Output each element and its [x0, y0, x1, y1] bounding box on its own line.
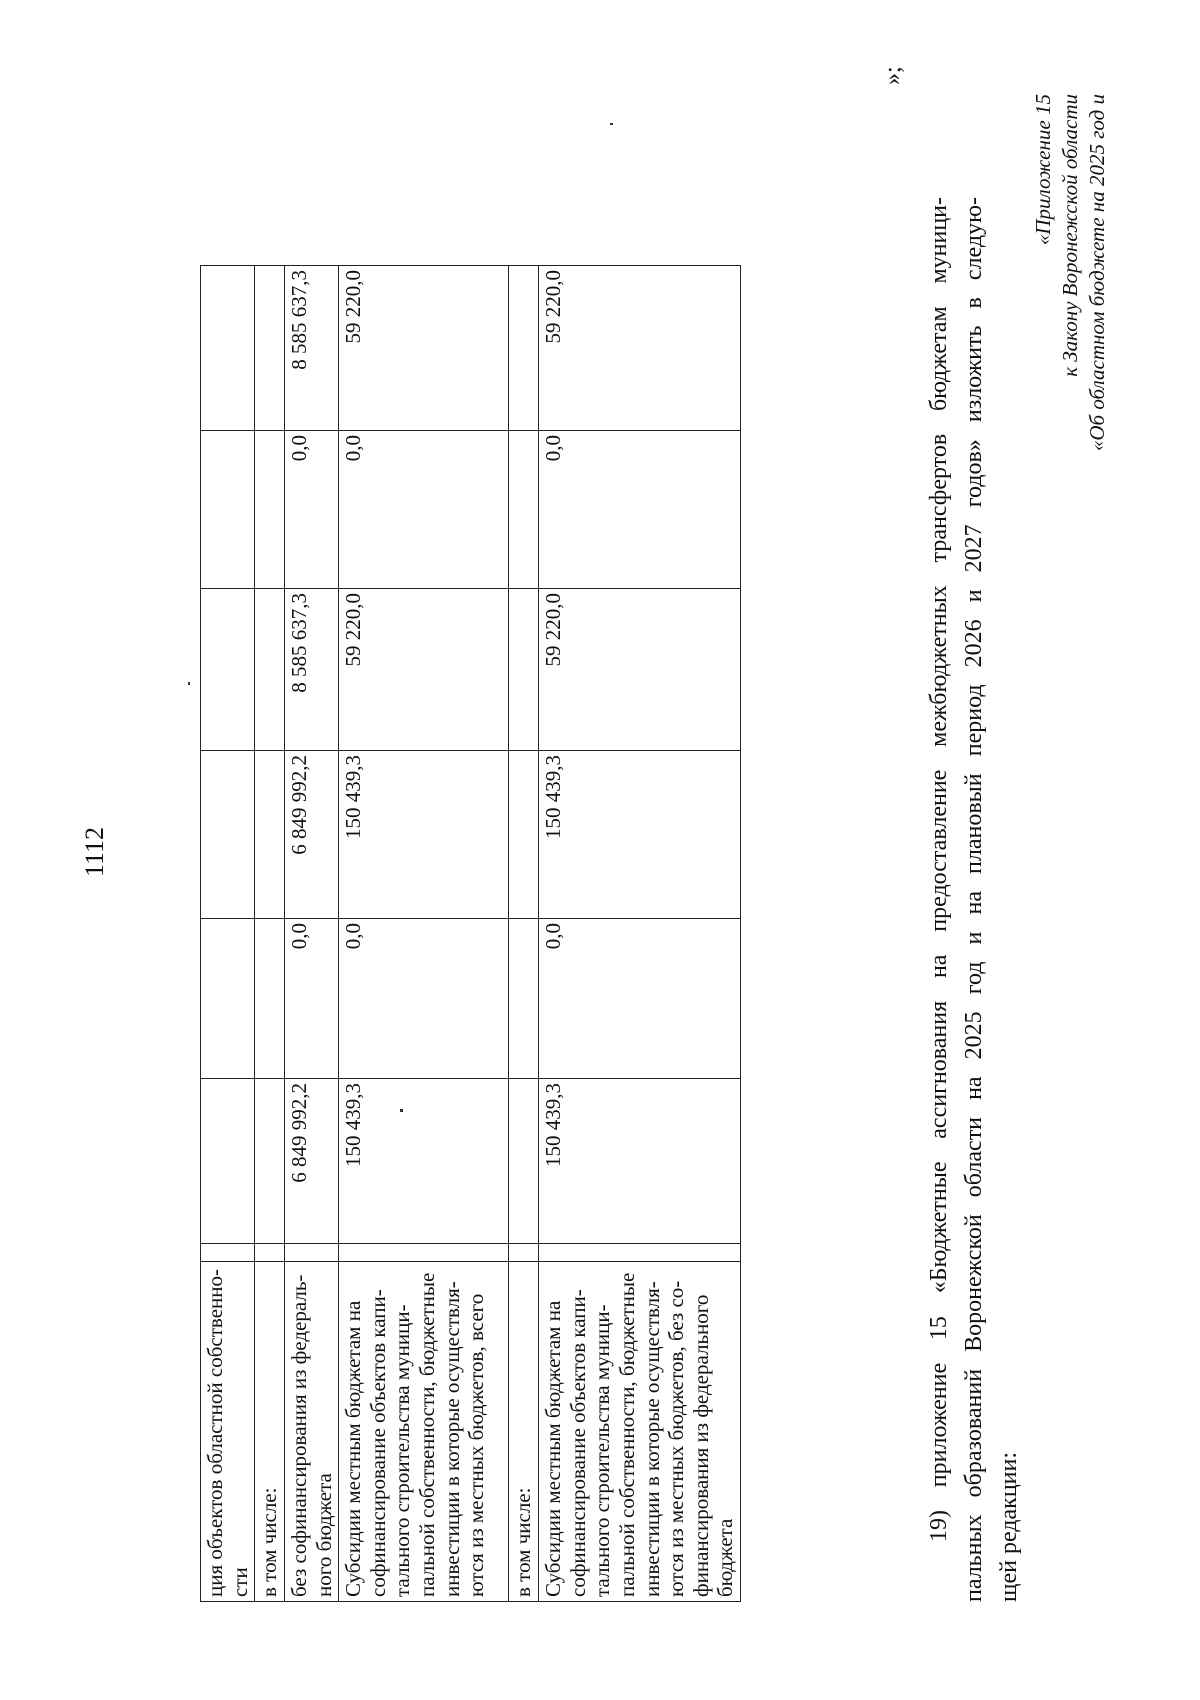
narrow-cell	[285, 1244, 339, 1262]
row-label: ция объектов областной собственно-сти	[201, 1262, 255, 1602]
value-cell: 0,0	[339, 919, 509, 1079]
value-cell: 0,0	[285, 431, 339, 589]
row-label: Субсидии местным бюджетам на софинансирование объектов капи-тального строительства муници-пальной собственности, бюджетные инвестиции в которые осуществля-ются из местных бюджетов, без со-финансирования из федерального бюджета	[539, 1262, 741, 1602]
narrow-cell	[339, 1244, 509, 1262]
value-cell: 0,0	[539, 431, 741, 589]
value-cell	[201, 751, 255, 919]
page-number: 1112	[80, 826, 109, 878]
value-cell: 59 220,0	[339, 266, 509, 431]
value-cell: 59 220,0	[539, 589, 741, 751]
paragraph-line: пальных образований Воронежской области на 2025 год и на плановый период 2026 и 2027 годов» изложить в следую-	[961, 197, 987, 1602]
paragraph-line: щей редакции:	[996, 1451, 1022, 1602]
closing-quote: »;	[880, 66, 906, 85]
scan-speck	[188, 682, 190, 685]
value-cell	[255, 431, 285, 589]
value-cell	[509, 266, 539, 431]
value-cell: 0,0	[539, 919, 741, 1079]
row-label: в том числе:	[509, 1262, 539, 1602]
value-cell: 8 585 637,3	[285, 589, 339, 751]
row-label: Субсидии местным бюджетам на софинансирование объектов капи-тального строительства муници-пальной собственности, бюджетные инвестиции в которые осуществля-ются из местных бюджетов, всего	[339, 1262, 509, 1602]
value-cell	[509, 919, 539, 1079]
value-cell: 6 849 992,2	[285, 1079, 339, 1244]
scan-speck	[610, 123, 613, 125]
value-cell	[255, 919, 285, 1079]
value-cell	[255, 589, 285, 751]
value-cell: 150 439,3	[539, 1079, 741, 1244]
table-row	[509, 266, 539, 1602]
amendment-paragraph	[922, 197, 1027, 1602]
value-cell	[509, 589, 539, 751]
value-cell: 59 220,0	[539, 266, 741, 431]
table-row	[339, 266, 509, 1602]
value-cell	[255, 1079, 285, 1244]
table-row	[539, 266, 741, 1602]
value-cell	[201, 431, 255, 589]
narrow-cell	[509, 1244, 539, 1262]
value-cell	[255, 751, 285, 919]
scan-speck	[400, 1109, 403, 1112]
table-row	[285, 266, 339, 1602]
appendix-header	[1030, 94, 1111, 650]
value-cell	[255, 266, 285, 431]
value-cell: 59 220,0	[339, 589, 509, 751]
value-cell	[201, 266, 255, 431]
value-cell	[509, 431, 539, 589]
appendix-title: «Приложение 15	[1031, 94, 1055, 246]
budget-table	[200, 265, 741, 1602]
table-row	[201, 266, 255, 1602]
value-cell	[509, 1079, 539, 1244]
value-cell	[201, 589, 255, 751]
paragraph-line: 19) приложение 15 «Бюджетные ассигнования на предоставление межбюджетных трансфертов бюджетам муници-	[926, 197, 952, 1542]
value-cell	[509, 751, 539, 919]
value-cell: 8 585 637,3	[285, 266, 339, 431]
value-cell: 150 439,3	[339, 1079, 509, 1244]
narrow-cell	[539, 1244, 741, 1262]
value-cell: 150 439,3	[339, 751, 509, 919]
narrow-cell	[201, 1244, 255, 1262]
value-cell: 0,0	[339, 431, 509, 589]
value-cell	[201, 919, 255, 1079]
appendix-law: к Закону Воронежской области	[1058, 94, 1082, 377]
value-cell: 6 849 992,2	[285, 751, 339, 919]
table-row	[255, 266, 285, 1602]
row-label: без софинансирования из федераль-ного бюджета	[285, 1262, 339, 1602]
narrow-cell	[255, 1244, 285, 1262]
row-label: в том числе:	[255, 1262, 285, 1602]
value-cell: 150 439,3	[539, 751, 741, 919]
appendix-budget-title: «Об областном бюджете на 2025 год и	[1085, 94, 1109, 452]
value-cell	[201, 1079, 255, 1244]
value-cell: 0,0	[285, 919, 339, 1079]
